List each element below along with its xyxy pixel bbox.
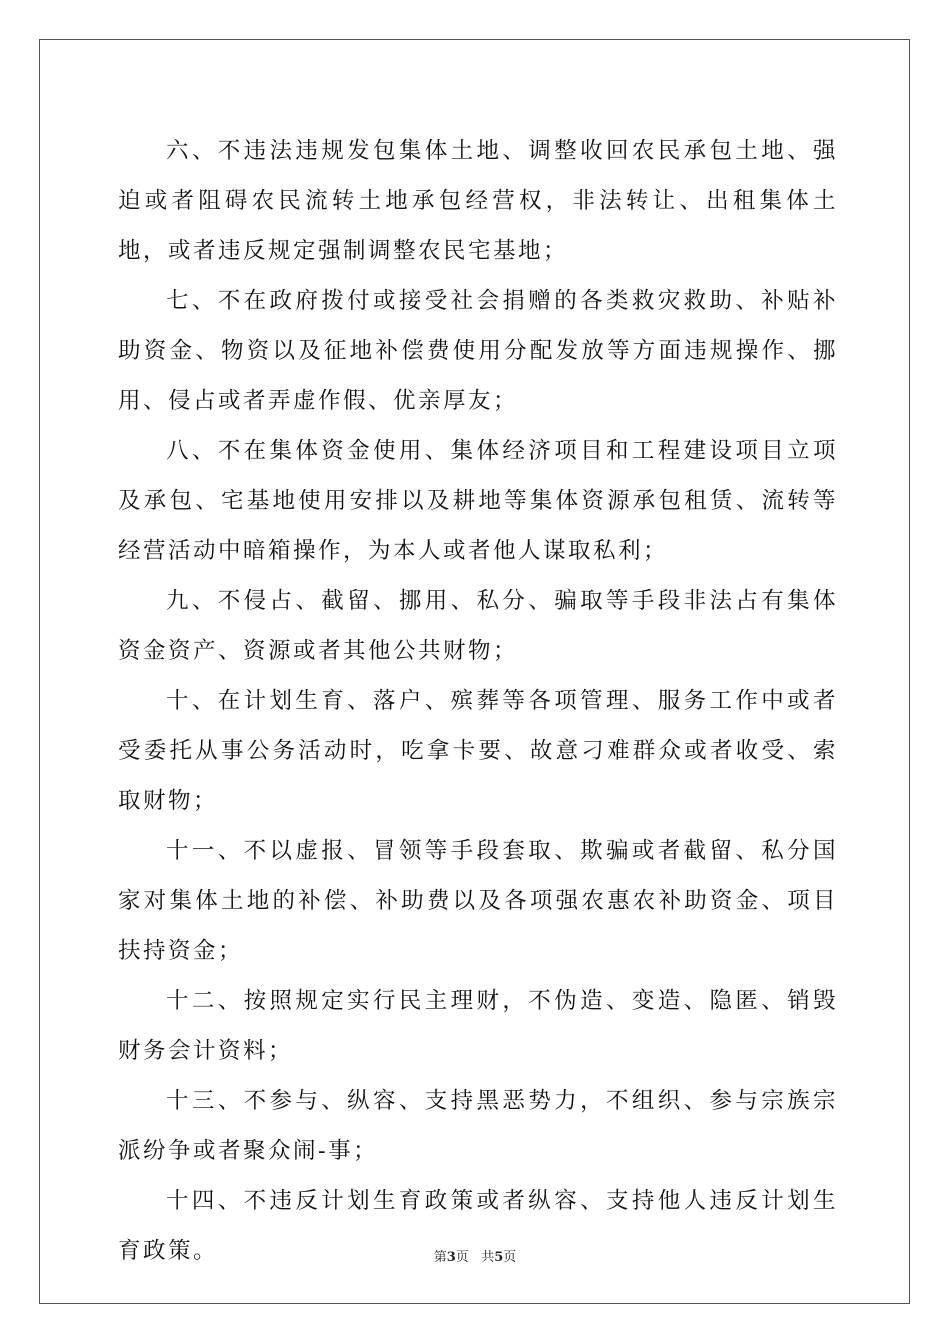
paragraph-12: 十二、按照规定实行民主理财，不伪造、变造、隐匿、销毁财务会计资料；	[118, 988, 838, 1064]
footer-page-suffix: 页	[455, 1250, 469, 1265]
paragraph-9: 九、不侵占、截留、挪用、私分、骗取等手段非法占有集体资金资产、资源或者其他公共财物；	[118, 588, 838, 664]
footer-prefix: 第	[433, 1250, 447, 1265]
total-page-count: 5	[494, 1250, 504, 1265]
footer-total-suffix: 页	[503, 1250, 517, 1265]
paragraph-13: 十三、不参与、纵容、支持黑恶势力，不组织、参与宗族宗派纷争或者聚众闹-事；	[118, 1088, 838, 1164]
paragraph-6: 六、不违法违规发包集体土地、调整收回农民承包土地、强迫或者阻碍农民流转土地承包经营权，非法转让、出租集体土地，或者违反规定强制调整农民宅基地；	[118, 138, 838, 264]
page-footer	[0, 1246, 950, 1265]
paragraph-7: 七、不在政府拨付或接受社会捐赠的各类救灾救助、补贴补助资金、物资以及征地补偿费使用分配发放等方面违规操作、挪用、侵占或者弄虚作假、优亲厚友；	[118, 288, 838, 414]
document-body	[118, 126, 838, 1276]
current-page-number: 3	[446, 1250, 456, 1265]
footer-total-prefix: 共	[481, 1250, 495, 1265]
paragraph-10: 十、在计划生育、落户、殡葬等各项管理、服务工作中或者受委托从事公务活动时，吃拿卡要、故意刁难群众或者收受、索取财物；	[118, 688, 838, 814]
paragraph-11: 十一、不以虚报、冒领等手段套取、欺骗或者截留、私分国家对集体土地的补偿、补助费以及各项强农惠农补助资金、项目扶持资金；	[118, 838, 838, 964]
paragraph-14: 十四、不违反计划生育政策或者纵容、支持他人违反计划生育政策。	[118, 1188, 838, 1264]
paragraph-8: 八、不在集体资金使用、集体经济项目和工程建设项目立项及承包、宅基地使用安排以及耕地等集体资源承包租赁、流转等经营活动中暗箱操作，为本人或者他人谋取私利；	[118, 438, 838, 564]
